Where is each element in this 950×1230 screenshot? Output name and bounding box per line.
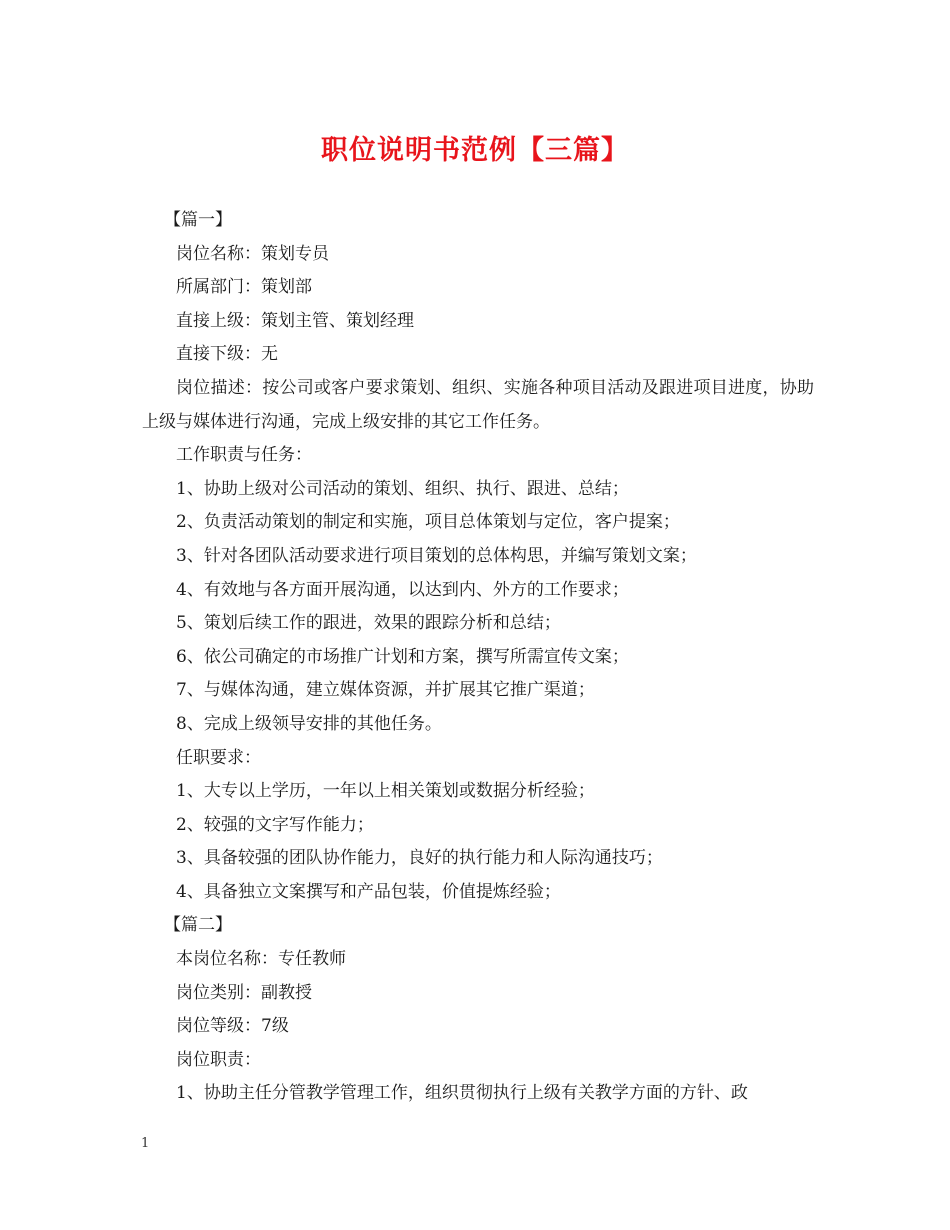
list-item: 2、负责活动策划的制定和实施，项目总体策划与定位，客户提案； xyxy=(176,512,680,533)
paragraph-line: 直接上级：策划主管、策划经理 xyxy=(176,310,414,331)
list-item: 7、与媒体沟通，建立媒体资源，并扩展其它推广渠道； xyxy=(176,680,595,701)
paragraph-line: 本岗位名称：专任教师 xyxy=(176,949,346,970)
list-item: 6、依公司确定的市场推广计划和方案，撰写所需宣传文案； xyxy=(176,646,629,667)
section-heading: 【篇二】 xyxy=(164,915,232,936)
paragraph-line: 所属部门：策划部 xyxy=(176,277,312,298)
page-number: 1 xyxy=(141,1136,150,1151)
list-item: 1、协助主任分管教学管理工作，组织贯彻执行上级有关教学方面的方针、政 xyxy=(176,1083,748,1104)
paragraph-line: 工作职责与任务： xyxy=(176,445,312,466)
paragraph-line: 岗位类别：副教授 xyxy=(176,982,312,1003)
section-heading: 【篇一】 xyxy=(164,210,232,230)
document-title: 职位说明书范例【三篇】 xyxy=(321,135,629,166)
list-item: 8、完成上级领导安排的其他任务。 xyxy=(176,713,442,734)
list-item: 4、具备独立文案撰写和产品包装，价值提炼经验； xyxy=(176,881,561,902)
paragraph-line: 任职要求： xyxy=(176,747,261,768)
paragraph-line: 岗位名称：策划专员 xyxy=(176,243,329,264)
paragraph-line: 直接下级：无 xyxy=(176,344,278,365)
list-item: 4、有效地与各方面开展沟通，以达到内、外方的工作要求； xyxy=(176,579,629,600)
list-item: 3、针对各团队活动要求进行项目策划的总体构思，并编写策划文案； xyxy=(176,545,697,566)
list-item: 2、较强的文字写作能力； xyxy=(176,814,374,835)
paragraph-line: 岗位描述：按公司或客户要求策划、组织、实施各种项目活动及跟进项目进度，协助上级与媒体进行沟通，完成上级安排的其它工作任务。 xyxy=(142,377,814,432)
paragraph-line: 岗位等级：7级 xyxy=(176,1016,289,1037)
list-item: 1、协助上级对公司活动的策划、组织、执行、跟进、总结； xyxy=(176,478,629,499)
list-item: 3、具备较强的团队协作能力，良好的执行能力和人际沟通技巧； xyxy=(176,848,663,869)
list-item: 5、策划后续工作的跟进，效果的跟踪分析和总结； xyxy=(176,613,561,634)
document-body xyxy=(142,204,814,1111)
paragraph-line: 岗位职责： xyxy=(176,1049,261,1070)
list-item: 1、大专以上学历，一年以上相关策划或数据分析经验； xyxy=(176,781,595,802)
